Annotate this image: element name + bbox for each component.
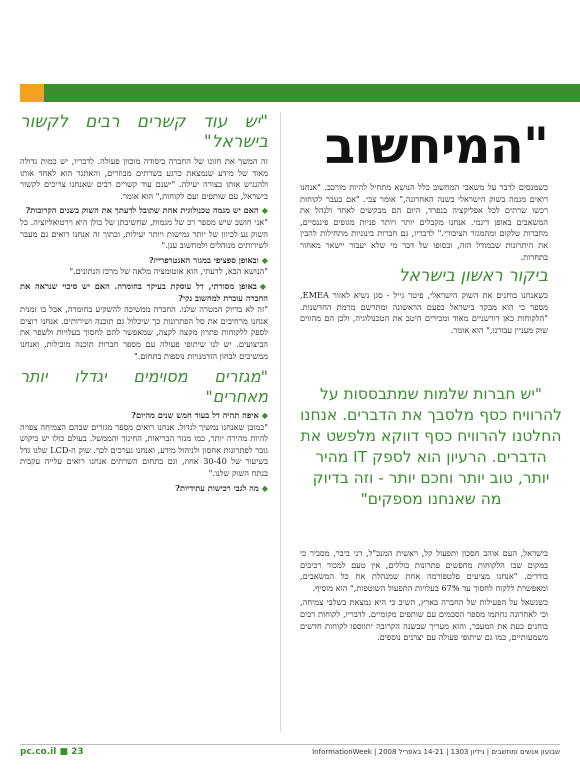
subheading-first-visit: ביקור ראשון בישראל [398,266,548,287]
question-3: ◆באופן מסורתי, דל עוסקת בעיקר בחומרה. האם יש סיכוי שנראה את החברה עוברת למחשוב נקי? [20,280,268,303]
left-paragraph-1: זה המשך את חזונו של החברה ביסודה מוכוון פעולה. לדבריו, יש כמות גדולה מאוד של מידע שנמצאת כרגע בשרתים מבוזרים, והאתגר הוא לאחד אותו ולהנגיש אותו בצורה יעילה. "ישנם עוד קשרים רבים שאנחנו צריכים לקשור בישראל, עם שותפים ועם לקוחות," הוא אומר. [20,156,268,201]
bullet-icon: ◆ [261,482,268,493]
pull-quote-text: "יש חברות שלמות שמתבססות על להרוויח כסף מלסבך את הדברים. אנחנו החלטנו להרוויח כסף דווקא מלפשט את הדברים. הרעיון הוא לספק IT מהיר יותר, טוב יותר וחכם יותר - וזה בדיוק מה שאנחנו מספקים" [300,385,562,508]
right-column-lower [300,548,548,647]
pull-quote [300,384,562,510]
question-1: ◆האם יש מגמה טכנולוגית אחת שתובל לדעתך את השוק בשנים הקרובות? [25,205,268,216]
section-color-bar [20,84,580,102]
question-2: ◆ובאופן ספציפי במגזר האנטרפרייז? [148,254,268,265]
answer-1: "אני חושב שיש מספר רב של מגמות, שחשיבתן של כולן היא וירטואליזציה. כל השוק נע לכיוון של יותר גמישות ויותר יעילות, ובתוך זה אנחנו רואים גם מעבר לשירותים מנוהלים ולמחשוב ענן." [20,216,268,251]
subheading-sectors: "מגזרים מסוימים יגדלו יותר מאחרים" [20,367,268,407]
bullet-icon: ◆ [261,410,268,421]
issue-info: שבועון אנשים ומחשבים | גיליון 1303 | 14-21 באפריל 2008 | InformationWeek [312,748,560,756]
bullet-icon: ◆ [261,205,268,216]
headline: "המיחשוב [324,117,548,175]
left-column [20,112,268,494]
right-column [300,112,548,340]
paragraph-3: בישראל, העם אוהב חסכון ותפעול קל, ראשית המנכ"ל, דני ביבר, מסביר כי במקום שבו הלקוחות מחפשים פתרונות כוללים, אין טעם למכור רכיבים בודדים. "אנחנו מציעים פלטפורמה אחת שמנהלת את כל המשאבים, ומאפשרת ללקוח לחסוך עד 67% בעלויות התפעול השוטפות," הוא מוסיף. [300,548,548,593]
site-link[interactable]: pc.co.il [20,747,57,757]
paragraph-4: כשנשאל על הפעילות של החברה בארץ, השיב כי היא נמצאת בשלבי צמיחה, וכי לאחרונה נחתמו מספר הסכמים עם שותפים מקומיים. לדבריו, לקוחות רבים בוחנים כעת את המעבר, והוא מעריך שבשנה הקרובה יתווספו לקוחות חדשים משמעותיים, כמו גם שיתופי פעולה עם יצרנים נוספים. [300,597,548,643]
paragraph-2: כשאנחנו בוחנים את השוק הישראלי, פיטר גייל - סגן נשיא לאזור EMEA, מספר כי הוא מבקר בישראל בפעם הראשונה ומתרשם מרמת החדשנות. "הלקוחות כאן דורשניים מאוד ומכירים היטב את הטכנולוגיה, ולכן הם מהווים שוק מעניין עבורנו," הוא אומר. [300,290,548,335]
accent-tab [20,84,44,102]
answer-3: "זה לא בדיוק המטרה שלנו. החברה ממשיכה להשקיע בחומרה, אבל בו זמנית אנחנו מרחיבים את סל הפתרונות כך שיכלול גם תוכנה ושירותים. אנחנו רוצים לספק ללקוחות פתרון מקצה לקצה, שמאפשר להם לחסוך בעלויות ולשפר את הביצועים. יש לנו שיתופי פעולה עם מספר חברות תוכנה מובילות, ואנחנו ממשיכים לבחון הזדמנויות נוספות בתחום." [20,304,268,361]
column-divider [280,112,281,732]
answer-4: "כמובן שאנחנו נמשיך לגדול. אנחנו רואים מספר מגזרים שבהם הצמיחה צפויה להיות מהירה יותר, כמו מגזר הבריאות, החינוך והממשל. בעולם כולו יש ביקוש גובר לפתרונות אחסון ולניהול מידע, ואנחנו נערכים לכך. שוק ה-LCD שלנו גדל בשיעור של 30-40 אחוז, וגם בתחום השרתים אנחנו רואים עלייה עקבית בנתח השוק שלנו." [20,421,268,479]
question-5: ◆מה לגבי רכישות עתידיות? [175,482,268,493]
page-footer [20,744,560,759]
intro-paragraph: כשמנסים לדבר על משאבי המחשוב כלל הנושא מתחיל להיות מורכב. "אנחנו רואים מגמה בשוק הישראלי בשנה האחרונה," אומר צבי. "אם בעבר לקוחות רכשו שרתים לכל אפליקציה בנפרד, היום הם מבקשים לאחד ולנהל את המשאבים באופן דינמי. אנחנו מקבלים יותר ויותר פניות מגופים פיננסיים, מחברות טלקום ומהמגזר הציבורי." לדבריו, גם חברות בינוניות מתחילות להבין את היתרונות שבמודל הזה, ובסופו של דבר מי שלא יעבור יישאר מאחור בתחרות. [300,182,548,262]
bullet-icon: ◆ [261,254,268,265]
answer-2: "הנושא הבא, לדעתי, הוא אוטומציה מלאה של מרכז הנתונים." [69,266,268,277]
question-4: ◆איפה תהיה דל בעוד חמש שנים מהיום? [131,410,268,421]
bullet-icon: ◆ [259,280,268,291]
page-number: 23 ■ pc.co.il [20,747,84,757]
top-margin [0,0,580,78]
subheading-israel-ties: "יש עוד קשרים רבים לקשור בישראל" [20,112,268,152]
